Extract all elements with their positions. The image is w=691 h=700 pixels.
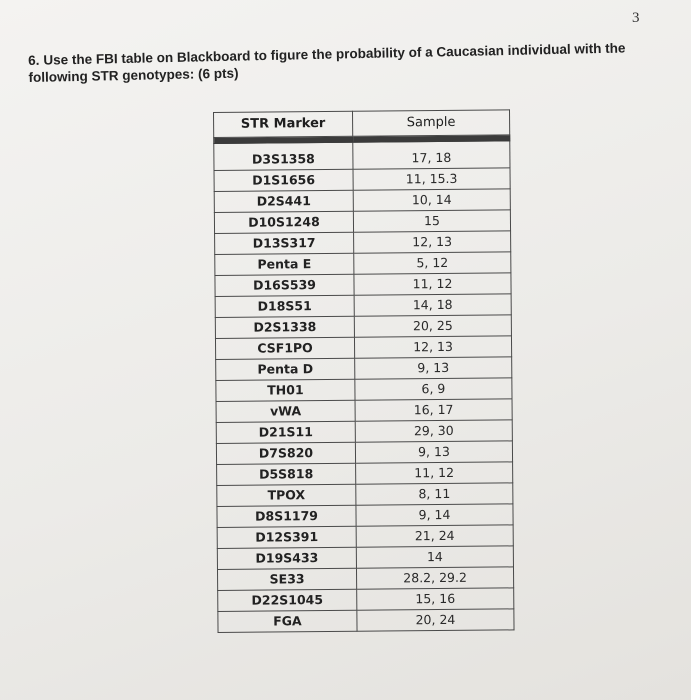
str-marker-cell: D1S1656 bbox=[214, 169, 353, 191]
table-row bbox=[215, 336, 511, 360]
str-marker-cell: TPOX bbox=[217, 484, 356, 506]
str-marker-cell: D18S51 bbox=[215, 295, 354, 317]
str-marker-cell: Penta D bbox=[216, 358, 355, 380]
sample-genotype-cell: 9, 13 bbox=[355, 357, 512, 379]
str-marker-cell: D7S820 bbox=[216, 442, 355, 464]
str-marker-cell: CSF1PO bbox=[215, 337, 354, 359]
table-row bbox=[215, 294, 511, 318]
str-marker-cell: FGA bbox=[218, 610, 357, 632]
table-row bbox=[216, 399, 512, 423]
table-row bbox=[214, 210, 510, 234]
str-marker-cell: SE33 bbox=[217, 568, 356, 590]
sample-genotype-cell: 6, 9 bbox=[355, 378, 512, 400]
sample-genotype-cell: 11, 12 bbox=[356, 462, 513, 484]
sample-genotype-cell: 15, 16 bbox=[357, 588, 514, 610]
str-marker-cell: D13S317 bbox=[215, 232, 354, 254]
str-marker-cell: D10S1248 bbox=[214, 211, 353, 233]
sample-genotype-cell: 20, 25 bbox=[354, 315, 511, 337]
table-row bbox=[214, 189, 510, 213]
str-marker-cell: D3S1358 bbox=[214, 142, 353, 170]
table-row bbox=[217, 525, 513, 549]
str-marker-cell: Penta E bbox=[215, 253, 354, 275]
table-header-row bbox=[214, 110, 510, 138]
sample-genotype-cell: 16, 17 bbox=[355, 399, 512, 421]
sample-genotype-cell: 10, 14 bbox=[353, 189, 510, 211]
header-sample: Sample bbox=[352, 110, 509, 136]
table-row bbox=[217, 546, 513, 570]
sample-genotype-cell: 8, 11 bbox=[356, 483, 513, 505]
question-text: Use the FBI table on Blackboard to figure the probability of a Caucasian individual with the following STR genotypes: (6 pts) bbox=[28, 40, 626, 85]
page-number: 3 bbox=[632, 10, 640, 26]
table-row bbox=[217, 483, 513, 507]
sample-genotype-cell: 20, 24 bbox=[357, 609, 514, 631]
sample-genotype-cell: 28.2, 29.2 bbox=[356, 567, 513, 589]
table-row bbox=[216, 420, 512, 444]
str-genotype-table bbox=[213, 109, 515, 633]
table-row bbox=[215, 252, 511, 276]
sample-genotype-cell: 12, 13 bbox=[354, 336, 511, 358]
sample-genotype-cell: 11, 12 bbox=[354, 273, 511, 295]
str-marker-cell: D21S11 bbox=[216, 421, 355, 443]
str-marker-cell: D2S441 bbox=[214, 190, 353, 212]
sample-genotype-cell: 11, 15.3 bbox=[353, 168, 510, 190]
sample-genotype-cell: 5, 12 bbox=[354, 252, 511, 274]
table-row bbox=[217, 462, 513, 486]
sample-genotype-cell: 14, 18 bbox=[354, 294, 511, 316]
sample-genotype-cell: 29, 30 bbox=[355, 420, 512, 442]
str-marker-cell: D19S433 bbox=[217, 547, 356, 569]
table-row bbox=[215, 231, 511, 255]
table-row bbox=[217, 504, 513, 528]
str-marker-cell: D2S1338 bbox=[215, 316, 354, 338]
table-row bbox=[214, 141, 510, 171]
str-marker-cell: vWA bbox=[216, 400, 355, 422]
str-marker-cell: D5S818 bbox=[217, 463, 356, 485]
table-row bbox=[214, 168, 510, 192]
question-number: 6. bbox=[28, 52, 40, 68]
table-row bbox=[216, 378, 512, 402]
str-marker-cell: D22S1045 bbox=[218, 589, 357, 611]
str-marker-cell: D8S1179 bbox=[217, 505, 356, 527]
sample-genotype-cell: 17, 18 bbox=[353, 141, 510, 169]
sample-genotype-cell: 9, 14 bbox=[356, 504, 513, 526]
sample-genotype-cell: 12, 13 bbox=[354, 231, 511, 253]
table-row bbox=[217, 567, 513, 591]
question-6 bbox=[28, 39, 649, 86]
table-row bbox=[215, 315, 511, 339]
table-row bbox=[216, 441, 512, 465]
str-marker-cell: D16S539 bbox=[215, 274, 354, 296]
table-row bbox=[218, 609, 514, 633]
str-marker-cell: D12S391 bbox=[217, 526, 356, 548]
table-row bbox=[216, 357, 512, 381]
table-row bbox=[215, 273, 511, 297]
header-str-marker: STR Marker bbox=[214, 111, 353, 137]
sample-genotype-cell: 21, 24 bbox=[356, 525, 513, 547]
sample-genotype-cell: 15 bbox=[353, 210, 510, 232]
table-row bbox=[218, 588, 514, 612]
str-marker-cell: TH01 bbox=[216, 379, 355, 401]
sample-genotype-cell: 14 bbox=[356, 546, 513, 568]
sample-genotype-cell: 9, 13 bbox=[355, 441, 512, 463]
